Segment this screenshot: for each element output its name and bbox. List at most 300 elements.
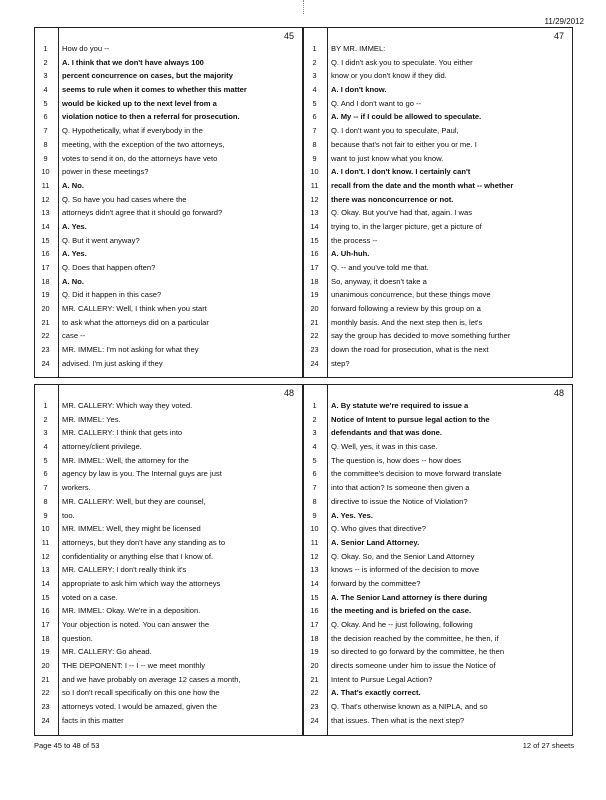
transcript-line (35, 563, 302, 577)
line-text: How do you -- (62, 44, 110, 53)
line-number: 4 (43, 85, 48, 95)
transcript-line (304, 399, 572, 413)
line-number: 1 (312, 44, 317, 53)
line-number: 23 (41, 345, 50, 355)
line-text: the decision reached by the committee, he then, if (331, 633, 499, 643)
line-text: defendants and that was done. (331, 428, 442, 438)
line-text: unanimous concurrence, but these things move (331, 290, 491, 300)
line-text: MR. IMMEL: Yes. (62, 414, 121, 424)
line-text: to ask what the attorneys did on a particular (62, 317, 209, 327)
transcript-line (35, 220, 302, 234)
line-number: 21 (41, 317, 50, 327)
line-number: 1 (43, 44, 48, 53)
transcript-line (35, 138, 302, 152)
transcript-line (304, 110, 572, 124)
line-number: 15 (310, 235, 319, 245)
line-text: A. No. (62, 276, 84, 286)
line-text: MR. CALLERY: Well, but they are counsel, (62, 496, 206, 506)
line-text: Q. I don't want you to speculate, Paul, (331, 126, 459, 136)
line-text: workers. (62, 483, 91, 493)
line-number: 9 (312, 510, 317, 520)
line-text: that issues. Then what is the next step? (331, 715, 465, 725)
transcript-line (304, 618, 572, 632)
line-number: 9 (43, 510, 48, 520)
transcript-line (304, 673, 572, 687)
line-text: know or you don't know if they did. (331, 71, 447, 81)
transcript-date: 11/29/2012 (544, 17, 584, 26)
transcript-page-bottom-left (34, 384, 303, 736)
line-text: Q. Well, yes, it was in this case. (331, 442, 438, 452)
line-number: 13 (310, 208, 319, 218)
transcript-line (35, 110, 302, 124)
line-number: 13 (41, 565, 50, 575)
line-text: so directed to go forward by the committee, he then (331, 647, 505, 657)
line-number: 20 (41, 304, 50, 314)
line-text: power in these meetings? (62, 167, 149, 177)
transcript-line (35, 399, 302, 413)
transcript-line (35, 509, 302, 523)
line-number: 14 (41, 221, 50, 231)
transcript-line (35, 591, 302, 605)
page-number: 47 (553, 31, 564, 41)
transcript-line (35, 536, 302, 550)
line-number: 24 (41, 358, 50, 368)
transcript-line (304, 714, 572, 728)
transcript-line (35, 645, 302, 659)
line-number: 16 (310, 606, 319, 616)
line-text: Q. And I don't want to go -- (331, 98, 422, 108)
line-number: 8 (43, 139, 48, 149)
line-number: 10 (310, 524, 319, 534)
line-number: 22 (310, 688, 319, 698)
transcript-line (304, 686, 572, 700)
line-text: step? (331, 358, 350, 368)
transcript-line (35, 83, 302, 97)
line-text: violation notice to then a referral for prosecution. (62, 112, 240, 122)
line-number: 21 (310, 674, 319, 684)
transcript-page-bottom-right (303, 384, 573, 736)
line-number: 6 (312, 469, 317, 479)
line-text: Q. Okay. And he -- just following, following (331, 620, 473, 629)
page-number: 45 (283, 31, 294, 41)
transcript-line (35, 577, 302, 591)
transcript-line (35, 302, 302, 316)
line-text: A. By statute we're required to issue a (331, 401, 469, 410)
line-text: confidentiality or anything else that I know of. (62, 551, 214, 561)
line-text: voted on a case. (62, 592, 118, 602)
transcript-line (35, 69, 302, 83)
line-number: 3 (312, 428, 317, 438)
sheet-count-footer: 12 of 27 sheets (522, 741, 574, 750)
line-text: and we have probably on average 12 cases a month, (62, 674, 241, 684)
line-number: 16 (310, 249, 319, 259)
line-number: 9 (43, 153, 48, 163)
line-text: facts in this matter (62, 715, 124, 725)
line-text: Q. -- and you've told me that. (331, 263, 429, 272)
transcript-line (35, 357, 302, 371)
line-text: MR. CALLERY: I think that gets into (62, 428, 183, 438)
line-text: Q. I didn't ask you to speculate. You either (331, 57, 473, 67)
line-text: attorneys didn't agree that it should go forward? (62, 208, 223, 218)
transcript-line (304, 97, 572, 111)
transcript-line (35, 454, 302, 468)
line-text: directive to issue the Notice of Violation? (331, 496, 468, 506)
line-number: 15 (41, 235, 50, 245)
transcript-line (35, 426, 302, 440)
line-text: A. Senior Land Attorney. (331, 537, 420, 547)
transcript-line (304, 69, 572, 83)
line-number: 16 (41, 249, 50, 259)
transcript-line (35, 522, 302, 536)
transcript-line (304, 165, 572, 179)
line-text: recall from the date and the month what -- whether (331, 180, 514, 190)
transcript-line (35, 97, 302, 111)
line-text: A. Yes. Yes. (331, 510, 373, 520)
line-number: 11 (41, 180, 50, 190)
line-text: so I don't recall specifically on this one how the (62, 688, 220, 698)
transcript-line (304, 124, 572, 138)
line-number: 16 (41, 606, 50, 616)
line-text: MR. CALLERY: I don't really think it's (62, 565, 187, 575)
line-text: agency by law is you. The Internal guys are just (62, 469, 222, 479)
transcript-line (304, 591, 572, 605)
line-number: 2 (312, 414, 317, 424)
transcript-lines (304, 42, 572, 371)
transcript-line (304, 550, 572, 564)
transcript-lines (35, 399, 302, 728)
line-text: percent concurrence on cases, but the majority (62, 71, 233, 81)
line-text: MR. CALLERY: Go ahead. (62, 647, 152, 657)
transcript-line (35, 234, 302, 248)
line-text: Q. Okay. So, and the Senior Land Attorney (331, 551, 475, 561)
line-text: MR. IMMEL: Okay. We're in a deposition. (62, 606, 201, 616)
line-number: 15 (41, 592, 50, 602)
fold-mark (303, 0, 304, 14)
line-number: 20 (310, 304, 319, 314)
transcript-line (35, 247, 302, 261)
transcript-line (304, 220, 572, 234)
line-number: 4 (312, 85, 317, 95)
line-number: 14 (310, 221, 319, 231)
transcript-line (304, 138, 572, 152)
transcript-line (35, 124, 302, 138)
line-text: Q. But it went anyway? (62, 235, 140, 245)
transcript-lines (304, 399, 572, 728)
line-text: appropriate to ask him which way the attorneys (62, 578, 221, 588)
line-number: 8 (312, 139, 317, 149)
transcript-line (35, 440, 302, 454)
transcript-line (304, 302, 572, 316)
line-number: 11 (310, 537, 319, 547)
line-text: question. (62, 633, 93, 643)
line-text: Q. Okay. But you've had that, again. I was (331, 208, 473, 218)
line-number: 17 (310, 263, 319, 272)
line-number: 5 (312, 98, 317, 108)
line-text: Your objection is noted. You can answer the (62, 620, 210, 629)
line-number: 18 (41, 633, 50, 643)
line-text: So, anyway, it doesn't take a (331, 276, 427, 286)
line-text: the process -- (331, 235, 378, 245)
line-number: 3 (43, 428, 48, 438)
line-number: 7 (43, 126, 48, 136)
line-text: A. No. (62, 180, 84, 190)
line-text: want to just know what you know. (331, 153, 444, 163)
line-number: 24 (310, 358, 319, 368)
line-text: directs someone under him to issue the Notice of (331, 661, 496, 671)
line-text: MR. CALLERY: Which way they voted. (62, 401, 193, 410)
line-text: The question is, how does -- how does (331, 455, 462, 465)
line-number: 12 (41, 194, 50, 204)
transcript-line (304, 261, 572, 275)
transcript-page-top-left (34, 27, 303, 378)
transcript-line (304, 495, 572, 509)
transcript-line (35, 288, 302, 302)
page-number: 48 (283, 388, 294, 398)
line-number: 18 (310, 633, 319, 643)
transcript-line (35, 467, 302, 481)
transcript-lines (35, 42, 302, 371)
line-number: 17 (41, 263, 50, 272)
line-text: because that's not fair to either you or me. I (331, 139, 477, 149)
transcript-line (35, 700, 302, 714)
line-text: Q. So have you had cases where the (62, 194, 187, 204)
transcript-line (35, 632, 302, 646)
line-number: 22 (41, 331, 50, 341)
page-number: 48 (553, 388, 564, 398)
line-number: 13 (41, 208, 50, 218)
transcript-line (35, 179, 302, 193)
line-number: 17 (41, 620, 50, 629)
transcript-line (35, 56, 302, 70)
line-text: BY MR. IMMEL: (331, 44, 386, 53)
line-number: 11 (310, 180, 319, 190)
line-text: A. Yes. (62, 221, 87, 231)
line-number: 17 (310, 620, 319, 629)
transcript-line (35, 686, 302, 700)
line-number: 12 (310, 551, 319, 561)
line-number: 19 (310, 647, 319, 657)
line-text: say the group has decided to move something further (331, 331, 511, 341)
line-number: 10 (41, 167, 50, 177)
transcript-line (304, 536, 572, 550)
line-text: A. I think that we don't have always 100 (62, 57, 204, 67)
line-number: 21 (41, 674, 50, 684)
line-text: Q. That's otherwise known as a NIPLA, and so (331, 702, 488, 712)
line-text: the meeting and is briefed on the case. (331, 606, 472, 616)
line-number: 7 (43, 483, 48, 493)
transcript-line (304, 481, 572, 495)
line-text: Notice of Intent to pursue legal action to the (331, 414, 490, 424)
transcript-line (304, 234, 572, 248)
transcript-line (35, 343, 302, 357)
transcript-line (304, 316, 572, 330)
line-number: 19 (41, 647, 50, 657)
transcript-line (304, 426, 572, 440)
line-text: Intent to Pursue Legal Action? (331, 674, 433, 684)
transcript-line (304, 343, 572, 357)
transcript-line (35, 618, 302, 632)
line-number: 6 (312, 112, 317, 122)
transcript-line (304, 288, 572, 302)
transcript-line (35, 165, 302, 179)
line-number: 2 (43, 414, 48, 424)
line-number: 20 (310, 661, 319, 671)
line-text: case -- (62, 331, 86, 341)
line-number: 22 (310, 331, 319, 341)
line-number: 13 (310, 565, 319, 575)
line-number: 12 (310, 194, 319, 204)
transcript-line (35, 413, 302, 427)
line-number: 5 (43, 98, 48, 108)
transcript-line (304, 577, 572, 591)
line-number: 8 (312, 496, 317, 506)
line-number: 18 (41, 276, 50, 286)
line-number: 2 (43, 57, 48, 67)
line-number: 21 (310, 317, 319, 327)
transcript-line (304, 700, 572, 714)
line-text: too. (62, 510, 75, 520)
transcript-line (304, 179, 572, 193)
transcript-line (35, 316, 302, 330)
line-text: attorney/client privilege. (62, 442, 142, 452)
line-text: A. The Senior Land attorney is there during (331, 592, 488, 602)
transcript-line (304, 152, 572, 166)
transcript-line (304, 56, 572, 70)
transcript-line (304, 467, 572, 481)
line-text: the committee's decision to move forward translate (331, 469, 502, 479)
line-text: trying to, in the larger picture, get a picture of (331, 221, 482, 231)
transcript-line (35, 152, 302, 166)
page-range-footer: Page 45 to 48 of 53 (34, 741, 100, 750)
transcript-line (304, 632, 572, 646)
line-number: 24 (310, 715, 319, 725)
transcript-line (304, 42, 572, 56)
line-text: seems to rule when it comes to whether this matter (62, 85, 247, 95)
line-text: A. Uh-huh. (331, 249, 370, 259)
transcript-line (304, 604, 572, 618)
transcript-line (35, 550, 302, 564)
line-number: 23 (310, 345, 319, 355)
line-text: attorneys, but they don't have any standing as to (62, 537, 226, 547)
line-number: 15 (310, 592, 319, 602)
line-text: attorneys voted. I would be amazed, given the (62, 702, 217, 712)
line-number: 10 (310, 167, 319, 177)
transcript-line (304, 509, 572, 523)
transcript-line (35, 481, 302, 495)
line-number: 1 (312, 401, 317, 410)
line-number: 19 (310, 290, 319, 300)
line-text: Q. Hypothetically, what if everybody in the (62, 126, 203, 136)
transcript-line (304, 275, 572, 289)
transcript-line (35, 329, 302, 343)
line-text: THE DEPONENT: I -- I -- we meet monthly (62, 661, 206, 671)
line-text: Q. Who gives that directive? (331, 524, 426, 534)
line-text: A. I don't know. (331, 85, 387, 95)
line-text: Q. Did it happen in this case? (62, 290, 162, 300)
line-text: MR. CALLERY: Well, I think when you start (62, 304, 207, 314)
transcript-line (304, 440, 572, 454)
line-number: 14 (310, 578, 319, 588)
transcript-line (35, 275, 302, 289)
transcript-line (35, 261, 302, 275)
line-number: 18 (310, 276, 319, 286)
line-number: 3 (312, 71, 317, 81)
line-number: 7 (312, 126, 317, 136)
line-text: knows -- is informed of the decision to move (331, 565, 480, 575)
transcript-line (35, 659, 302, 673)
transcript-line (35, 193, 302, 207)
line-text: advised. I'm just asking if they (62, 358, 163, 368)
line-number: 9 (312, 153, 317, 163)
line-number: 3 (43, 71, 48, 81)
transcript-page-top-right (303, 27, 573, 378)
line-text: down the road for prosecution, what is the next (331, 345, 489, 355)
line-number: 7 (312, 483, 317, 493)
line-number: 12 (41, 551, 50, 561)
transcript-line (35, 673, 302, 687)
line-number: 23 (310, 702, 319, 712)
transcript-line (304, 454, 572, 468)
transcript-line (35, 714, 302, 728)
transcript-line (304, 659, 572, 673)
transcript-line (304, 522, 572, 536)
line-text: meeting, with the exception of the two attorneys, (62, 139, 225, 149)
line-number: 5 (312, 455, 317, 465)
transcript-line (304, 193, 572, 207)
transcript-line (35, 206, 302, 220)
line-text: MR. IMMEL: Well, they might be licensed (62, 524, 201, 534)
line-number: 23 (41, 702, 50, 712)
line-number: 8 (43, 496, 48, 506)
line-text: there was nonconcurrence or not. (331, 194, 454, 204)
transcript-line (304, 645, 572, 659)
line-text: forward by the committee? (331, 578, 421, 588)
transcript-line (304, 357, 572, 371)
line-number: 22 (41, 688, 50, 698)
line-number: 10 (41, 524, 50, 534)
line-text: would be kicked up to the next level from a (62, 98, 217, 108)
line-number: 5 (43, 455, 48, 465)
transcript-line (304, 563, 572, 577)
line-number: 24 (41, 715, 50, 725)
line-number: 11 (41, 537, 50, 547)
transcript-line (304, 247, 572, 261)
transcript-line (304, 206, 572, 220)
line-number: 14 (41, 578, 50, 588)
line-text: Q. Does that happen often? (62, 263, 156, 272)
transcript-line (35, 604, 302, 618)
line-number: 19 (41, 290, 50, 300)
transcript-line (304, 329, 572, 343)
line-number: 2 (312, 57, 317, 67)
transcript-line (304, 83, 572, 97)
line-number: 4 (312, 442, 317, 452)
transcript-line (304, 413, 572, 427)
line-text: forward following a review by this group on a (331, 304, 481, 314)
line-text: A. My -- if I could be allowed to speculate. (331, 112, 482, 122)
line-text: votes to send it on, do the attorneys have veto (62, 153, 218, 163)
line-text: A. I don't. I don't know. I certainly can't (331, 167, 471, 177)
line-number: 6 (43, 112, 48, 122)
line-number: 20 (41, 661, 50, 671)
line-text: monthly basis. And the next step then is, let's (331, 317, 483, 327)
line-text: A. Yes. (62, 249, 87, 259)
line-text: A. That's exactly correct. (331, 688, 421, 698)
line-number: 6 (43, 469, 48, 479)
line-text: MR. IMMEL: I'm not asking for what they (62, 345, 199, 355)
line-number: 4 (43, 442, 48, 452)
transcript-line (35, 42, 302, 56)
